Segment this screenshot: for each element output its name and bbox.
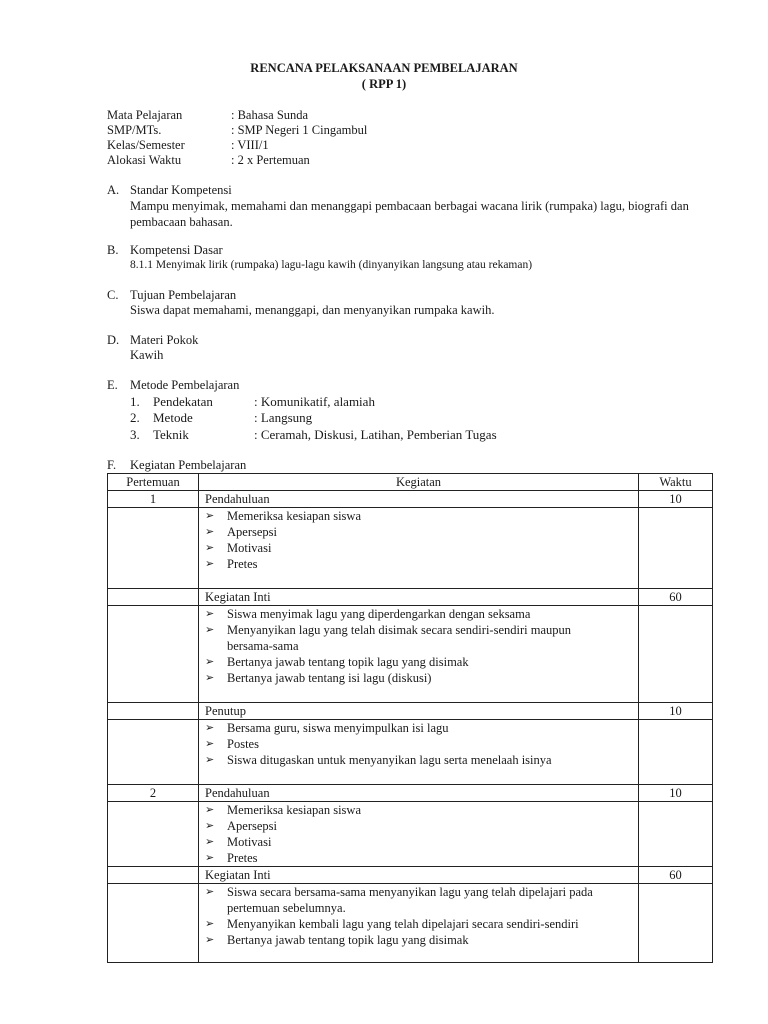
list-item: ➢ Bertanya jawab tentang isi lagu (diskusi) [205,671,432,685]
activity-table [107,473,713,963]
bullet-list [199,802,639,867]
list-item: ➢ Bersama guru, siswa menyimpulkan isi lagu [205,721,449,735]
table-row [108,606,713,703]
meeting-number: 1 [108,491,199,508]
method-3-number: 3. [130,427,140,442]
arrow-bullet-icon: ➢ [205,836,215,848]
method-1-value: : Komunikatif, alamiah [254,394,375,409]
arrow-bullet-icon: ➢ [205,558,215,570]
arrow-bullet-icon: ➢ [205,852,215,864]
arrow-bullet-icon: ➢ [205,542,215,554]
table-row [108,720,713,785]
table-row [108,867,713,884]
list-item: ➢ Pretes [205,557,258,571]
bullet-list [199,720,639,785]
arrow-bullet-icon: ➢ [205,934,215,946]
section-d-body: Kawih [130,348,164,362]
list-item: ➢ Pretes [205,851,258,865]
section-e-letter: E. [107,378,118,392]
method-3-label: Teknik [153,427,189,442]
section-b-body: 8.1.1 Menyimak lirik (rumpaka) lagu-lagu kawih (dinyanyikan langsung atau rekaman) [130,259,533,271]
phase-label: Kegiatan Inti [199,589,639,606]
list-item: ➢ Menyanyikan kembali lagu yang telah dipelajari secara sendiri-sendiri [205,917,579,931]
list-item: ➢ Apersepsi [205,819,277,833]
meta-label-class: Kelas/Semester [107,138,185,152]
list-item: ➢ Motivasi [205,541,272,555]
meta-value-subject: : Bahasa Sunda [231,108,309,122]
phase-time: 10 [639,491,713,508]
method-3-value: : Ceramah, Diskusi, Latihan, Pemberian Tugas [254,427,497,442]
phase-label: Kegiatan Inti [199,867,639,884]
section-d-letter: D. [107,333,120,347]
meeting-number: 2 [108,785,199,802]
phase-label: Pendahuluan [199,491,639,508]
table-header-row [108,474,713,491]
arrow-bullet-icon: ➢ [205,918,215,930]
section-a-letter: A. [107,183,120,197]
bullet-list [199,508,639,589]
method-2-value: : Langsung [254,410,313,425]
header-kegiatan: Kegiatan [199,474,639,491]
list-item: ➢ Siswa menyimak lagu yang diperdengarkan dengan seksama [205,607,531,621]
table-row [108,508,713,589]
list-item: ➢ Apersepsi [205,525,277,539]
list-item: ➢ Postes [205,737,259,751]
arrow-bullet-icon: ➢ [205,738,215,750]
arrow-bullet-icon: ➢ [205,722,215,734]
section-b-heading: Kompetensi Dasar [130,243,223,257]
section-c-body: Siswa dapat memahami, menanggapi, dan menyanyikan rumpaka kawih. [130,303,495,317]
phase-time: 60 [639,867,713,884]
arrow-bullet-icon: ➢ [205,526,215,538]
arrow-bullet-icon: ➢ [205,886,215,898]
meta-label-school: SMP/MTs. [107,123,162,137]
bullet-list [199,884,639,963]
list-item: ➢ Bertanya jawab tentang topik lagu yang disimak [205,655,469,669]
list-item: ➢ Siswa secara bersama-sama menyanyikan lagu yang telah dipelajari pada pertemuan sebelumnya. [205,885,593,915]
bullet-list [199,606,639,703]
meta-label-time: Alokasi Waktu [107,153,182,167]
phase-time: 10 [639,703,713,720]
list-item: ➢ Bertanya jawab tentang topik lagu yang disimak [205,933,469,947]
section-d-heading: Materi Pokok [130,333,199,347]
arrow-bullet-icon: ➢ [205,804,215,816]
section-f-letter: F. [107,458,117,472]
table-row [108,589,713,606]
phase-time: 60 [639,589,713,606]
document-subtitle: ( RPP 1) [361,77,407,91]
section-c-heading: Tujuan Pembelajaran [130,288,237,302]
method-2-label: Metode [153,410,193,425]
list-item: ➢ Motivasi [205,835,272,849]
list-item: ➢ Memeriksa kesiapan siswa [205,803,361,817]
method-1-label: Pendekatan [153,394,213,409]
method-2-number: 2. [130,410,140,425]
meta-label-subject: Mata Pelajaran [107,108,183,122]
table-row [108,491,713,508]
phase-time: 10 [639,785,713,802]
table-row [108,785,713,802]
section-e-heading: Metode Pembelajaran [130,378,240,392]
phase-label: Pendahuluan [199,785,639,802]
arrow-bullet-icon: ➢ [205,672,215,684]
table-row [108,802,713,867]
section-a-body: Mampu menyimak, memahami dan menanggapi pembacaan berbagai wacana lirik (rumpaka) lagu, biografi dan pembacaan bahasan. [130,199,689,229]
section-c-letter: C. [107,288,119,302]
arrow-bullet-icon: ➢ [205,656,215,668]
method-1-number: 1. [130,394,140,409]
table-row [108,884,713,963]
meta-value-time: : 2 x Pertemuan [231,153,310,167]
section-b-letter: B. [107,243,119,257]
header-waktu: Waktu [639,474,713,491]
meta-value-school: : SMP Negeri 1 Cingambul [231,123,368,137]
arrow-bullet-icon: ➢ [205,624,215,636]
list-item: ➢ Memeriksa kesiapan siswa [205,509,361,523]
arrow-bullet-icon: ➢ [205,754,215,766]
list-item: ➢ Siswa ditugaskan untuk menyanyikan lagu serta menelaah isinya [205,753,552,767]
meta-value-class: : VIII/1 [231,138,269,152]
table-row [108,703,713,720]
phase-label: Penutup [199,703,639,720]
section-a-heading: Standar Kompetensi [130,183,232,197]
arrow-bullet-icon: ➢ [205,510,215,522]
arrow-bullet-icon: ➢ [205,820,215,832]
header-pertemuan: Pertemuan [108,474,199,491]
document-title: RENCANA PELAKSANAAN PEMBELAJARAN [250,61,518,75]
list-item: ➢ Menyanyikan lagu yang telah disimak secara sendiri-sendiri maupun bersama-sama [205,623,571,653]
section-f-heading: Kegiatan Pembelajaran [130,458,247,472]
arrow-bullet-icon: ➢ [205,608,215,620]
